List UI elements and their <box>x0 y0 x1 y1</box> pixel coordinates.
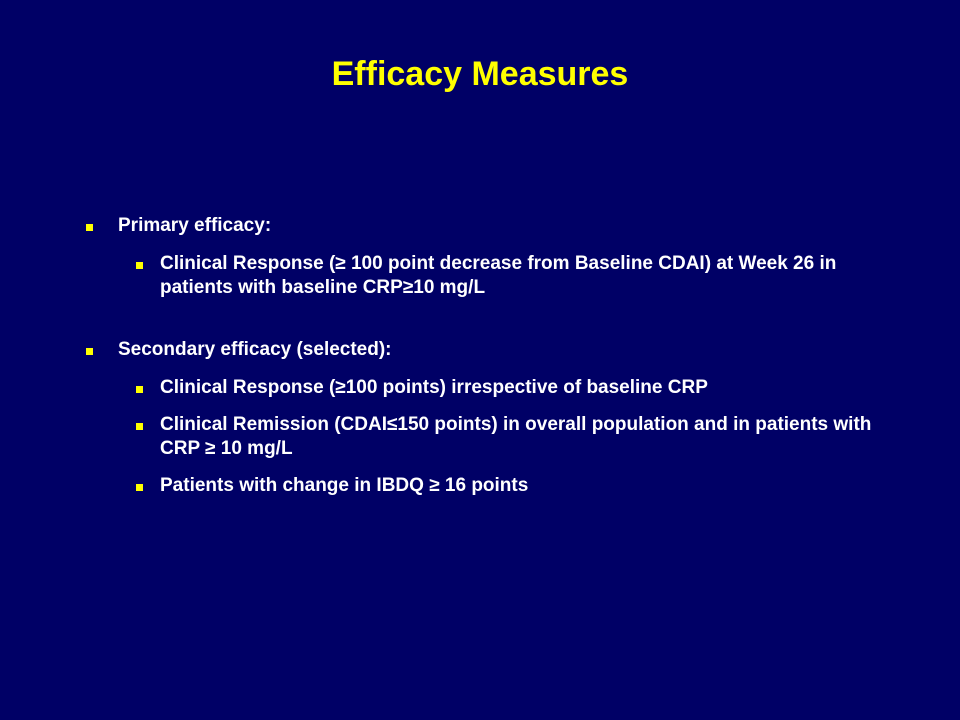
bullet-text: Primary efficacy: <box>118 215 272 236</box>
bullet-text: Clinical Response (≥ 100 point decrease from Baseline CDAI) at Week 26 in patients with baseline CRP≥10 mg/L <box>160 253 837 298</box>
bullet-text: Clinical Remission (CDAI≤150 points) in overall population and in patients with CRP ≥ 10 mg/L <box>160 414 872 459</box>
bullet-primary-efficacy <box>84 214 904 238</box>
sub-bullet-clinical-remission <box>84 413 904 461</box>
square-bullet-icon <box>86 224 93 231</box>
bullet-text: Secondary efficacy (selected): <box>118 339 392 360</box>
square-bullet-icon <box>136 484 143 491</box>
slide-content <box>84 214 904 498</box>
sub-bullet-clinical-response-primary <box>84 252 904 300</box>
square-bullet-icon <box>86 348 93 355</box>
sub-bullet-ibdq-change <box>84 474 904 498</box>
sub-bullet-clinical-response-secondary <box>84 376 904 400</box>
bullet-text: Clinical Response (≥100 points) irrespective of baseline CRP <box>160 377 708 398</box>
square-bullet-icon <box>136 423 143 430</box>
square-bullet-icon <box>136 386 143 393</box>
square-bullet-icon <box>136 262 143 269</box>
bullet-text: Patients with change in IBDQ ≥ 16 points <box>160 475 529 496</box>
bullet-secondary-efficacy <box>84 338 904 362</box>
slide-title: Efficacy Measures <box>331 55 629 93</box>
